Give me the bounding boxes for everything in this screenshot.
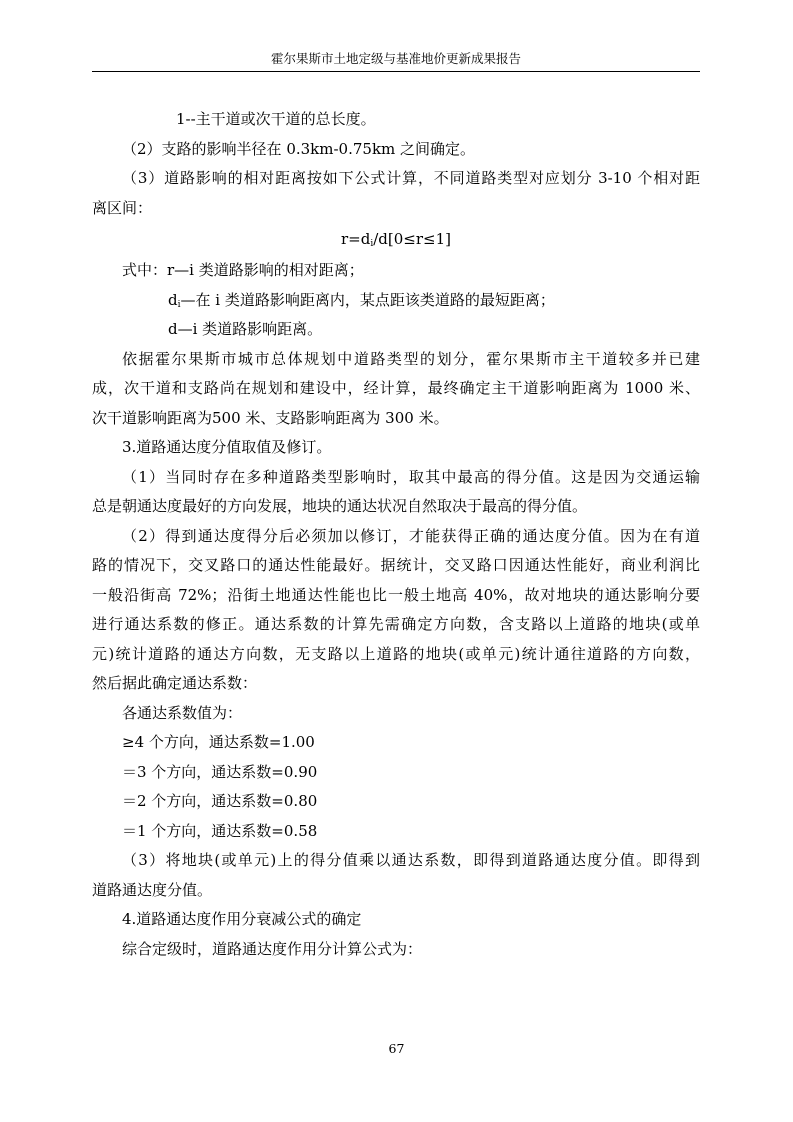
- para-line: （3）道路影响的相对距离按如下公式计算，不同道路类型对应划分 3-10 个相对距: [122, 169, 700, 187]
- section-heading: 4.道路通达度作用分衰减公式的确定: [122, 910, 362, 928]
- para-line: 次干道影响距离为500 米、支路影响距离为 300 米。: [92, 408, 449, 427]
- para-line: （3）将地块(或单元)上的得分值乘以通达系数，即得到道路通达度分值。即得到: [122, 851, 700, 869]
- di-subscript: i: [177, 299, 181, 310]
- para-line: 元)统计道路的通达方向数，无支路以上道路的地块(或单元)统计通往道路的方向数，: [92, 644, 700, 663]
- definition-line: [92, 286, 700, 316]
- para-line: 依据霍尔果斯市城市总体规划中道路类型的划分，霍尔果斯市主干道较多并已建: [122, 349, 700, 368]
- para-line: 进行通达系数的修正。通达系数的计算先需确定方向数，含支路以上道路的地块(或单: [92, 615, 700, 633]
- para-line: 离区间：: [92, 198, 153, 217]
- para-line: 然后据此确定通达系数：: [92, 674, 258, 692]
- para-line: 各通达系数值为：: [122, 703, 243, 722]
- para-line: 综合定级时，道路通达度作用分计算公式为：: [122, 939, 423, 958]
- coefficient-item: ＝1 个方向，通达系数=0.58: [122, 821, 318, 840]
- para-line: 成，次干道和支路尚在规划和建设中，经计算，最终确定主干道影响距离为 1000 米、: [92, 379, 700, 397]
- definition-line: 式中：r—i 类道路影响的相对距离；: [122, 261, 364, 279]
- coefficient-item: ＝2 个方向，通达系数=0.80: [122, 792, 318, 810]
- coefficient-item: ＝3 个方向，通达系数=0.90: [122, 762, 318, 781]
- header-rule: [92, 71, 700, 72]
- di-symbol: d: [168, 290, 178, 309]
- definition-text: —在 i 类道路影响距离内，某点距该类道路的最短距离；: [180, 290, 555, 309]
- formula-lhs: r=d: [341, 230, 371, 248]
- definition-line: d—i 类道路影响距离。: [168, 320, 323, 338]
- running-header: 霍尔果斯市土地定级与基准地价更新成果报告: [270, 51, 521, 66]
- para-line: （1）当同时存在多种道路类型影响时，取其中最高的得分值。这是因为交通运输: [122, 467, 700, 486]
- para-line: 一般沿街高 72%；沿街土地通达性能也比一般土地高 40%，故对地块的通达影响分要: [92, 585, 700, 604]
- para-line: 道路通达度分值。: [92, 880, 213, 899]
- para-line: 总是朝通达度最好的方向发展，地块的通达状况自然取决于最高的得分值。: [92, 497, 588, 515]
- formula-rhs: /d[0≤r≤1]: [373, 230, 451, 248]
- formula: [92, 223, 700, 256]
- page-number: 67: [388, 1041, 405, 1056]
- para-line: 路的情况下，交叉路口的通达性能最好。据统计，交叉路口因通达性能好，商业利润比: [92, 556, 700, 574]
- coefficient-item: ≥4 个方向，通达系数=1.00: [122, 733, 315, 751]
- para-line: 1--主干道或次干道的总长度。: [176, 110, 376, 128]
- page-body: [92, 105, 700, 964]
- section-heading: 3.道路通达度分值取值及修订。: [122, 438, 332, 456]
- formula-subscript: i: [370, 239, 374, 249]
- para-line: （2）得到通达度得分后必须加以修订，才能获得正确的通达度分值。因为在有道: [122, 526, 700, 545]
- para-line: （2）支路的影响半径在 0.3km-0.75km 之间确定。: [122, 139, 476, 158]
